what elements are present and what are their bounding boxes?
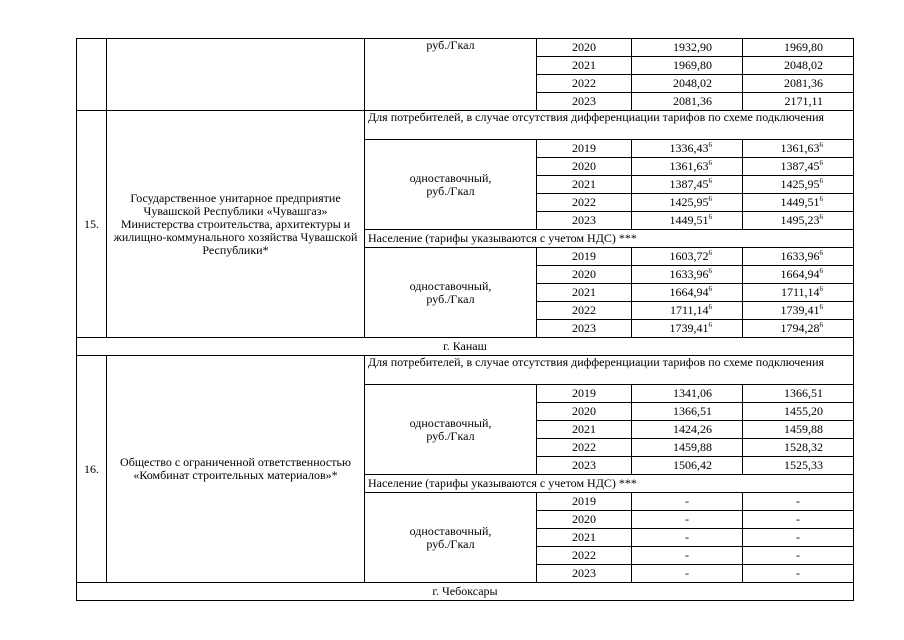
year-cell — [537, 57, 632, 75]
year-cell — [537, 511, 632, 529]
cell-value: 2020 — [572, 512, 596, 526]
year-cell — [537, 439, 632, 457]
footnote-marker: 6 — [819, 213, 823, 221]
year-cell — [537, 403, 632, 421]
cell-value: 1495,23 — [780, 213, 820, 227]
tariff-value-cell — [632, 493, 743, 511]
tariff-value-cell — [632, 320, 743, 338]
footnote-marker: 6 — [708, 303, 712, 311]
footnote-marker: 6 — [819, 177, 823, 185]
tariff-value-cell — [632, 93, 743, 111]
tariff-value-cell — [632, 302, 743, 320]
cell-value: 2019 — [572, 386, 596, 400]
footnote-marker: 6 — [708, 195, 712, 203]
cell-value: 2023 — [572, 213, 596, 227]
cell-value: 2022 — [572, 303, 596, 317]
tariff-value-cell — [743, 565, 854, 583]
cell-value: одноставочный, руб./Гкал — [409, 523, 492, 551]
cell-value: 16. — [84, 461, 99, 476]
cell-value: - — [685, 566, 689, 580]
cell-value: 1425,95 — [669, 195, 709, 209]
cell-value: 2022 — [572, 195, 596, 209]
city-name — [77, 583, 854, 601]
cell-value: 2019 — [572, 494, 596, 508]
consumers-header — [365, 356, 854, 385]
year-cell — [537, 385, 632, 403]
organization-cell — [107, 39, 365, 111]
cell-value: 1525,33 — [784, 458, 823, 472]
city-name — [77, 338, 854, 356]
organization-name — [107, 111, 365, 338]
tariff-value-cell — [743, 75, 854, 93]
tariff-type-cell — [365, 140, 537, 230]
footnote-marker: 6 — [819, 285, 823, 293]
cell-value: - — [796, 566, 800, 580]
footnote-marker: 6 — [708, 267, 712, 275]
cell-value: 1664,94 — [669, 285, 709, 299]
tariff-value-cell — [743, 547, 854, 565]
cell-value: Государственное унитарное предприятие Чувашской Республики «Чувашгаз» Министерства строительства, архитектуры и жилищно-коммунального хозяйства Чувашской Республики* — [113, 190, 358, 257]
cell-value: 2020 — [572, 404, 596, 418]
year-cell — [537, 266, 632, 284]
tariff-value-cell — [743, 511, 854, 529]
cell-value: 1449,51 — [780, 195, 820, 209]
cell-value: 1387,45 — [669, 177, 709, 191]
footnote-marker: 6 — [819, 249, 823, 257]
cell-value: 1459,88 — [673, 440, 712, 454]
cell-value: - — [685, 512, 689, 526]
tariff-unit-cell — [365, 39, 537, 111]
cell-value: 1455,20 — [784, 404, 823, 418]
cell-value: 1664,94 — [780, 267, 820, 281]
cell-value: - — [685, 530, 689, 544]
tariff-value-cell — [743, 39, 854, 57]
year-cell — [537, 320, 632, 338]
cell-value: 2020 — [572, 267, 596, 281]
cell-value: 1361,63 — [780, 141, 820, 155]
tariff-value-cell — [743, 403, 854, 421]
cell-value: 1739,41 — [669, 321, 709, 335]
tariff-table — [76, 38, 854, 601]
tariff-value-cell — [632, 284, 743, 302]
cell-value: одноставочный, руб./Гкал — [409, 170, 492, 198]
cell-value: одноставочный, руб./Гкал — [409, 278, 492, 306]
cell-value: 1739,41 — [780, 303, 820, 317]
cell-value: 1711,14 — [780, 285, 820, 299]
table-row — [77, 39, 854, 57]
footnote-marker: 6 — [708, 321, 712, 329]
tariff-value-cell — [743, 284, 854, 302]
footnote-marker: 6 — [819, 159, 823, 167]
footnote-marker: 6 — [819, 303, 823, 311]
year-cell — [537, 158, 632, 176]
year-cell — [537, 194, 632, 212]
tariff-value-cell — [743, 320, 854, 338]
tariff-value-cell — [743, 248, 854, 266]
tariff-value-cell — [743, 212, 854, 230]
cell-value: 1969,80 — [784, 40, 823, 54]
tariff-value-cell — [632, 140, 743, 158]
tariff-value-cell — [632, 547, 743, 565]
cell-value: 1424,26 — [673, 422, 712, 436]
cell-value: 2022 — [572, 440, 596, 454]
year-cell — [537, 39, 632, 57]
cell-value: - — [685, 548, 689, 562]
year-cell — [537, 75, 632, 93]
year-cell — [537, 565, 632, 583]
cell-value: 2022 — [572, 548, 596, 562]
cell-value: 2020 — [572, 159, 596, 173]
organization-name — [107, 356, 365, 583]
footnote-marker: 6 — [819, 321, 823, 329]
footnote-marker: 6 — [708, 249, 712, 257]
cell-value: 1528,32 — [784, 440, 823, 454]
cell-value: 1711,14 — [669, 303, 709, 317]
tariff-value-cell — [632, 421, 743, 439]
population-header — [365, 475, 854, 493]
entry-number — [77, 356, 107, 583]
tariff-value-cell — [632, 194, 743, 212]
cell-value: 1633,96 — [780, 249, 820, 263]
cell-value: 1932,90 — [673, 40, 712, 54]
tariff-value-cell — [743, 439, 854, 457]
cell-value: 2022 — [572, 76, 596, 90]
cell-value: 2048,02 — [784, 58, 823, 72]
cell-value: Население (тарифы указываются с учетом НДС) *** — [368, 476, 637, 490]
cell-value: г. Канаш — [443, 339, 487, 353]
tariff-value-cell — [743, 140, 854, 158]
tariff-table-body — [77, 39, 854, 601]
year-cell — [537, 176, 632, 194]
year-cell — [537, 529, 632, 547]
cell-value: 1387,45 — [780, 159, 820, 173]
cell-value: 1425,95 — [780, 177, 820, 191]
cell-value: 1794,28 — [780, 321, 820, 335]
footnote-marker: 6 — [708, 141, 712, 149]
cell-value: 1341,06 — [673, 386, 712, 400]
cell-value: 15. — [84, 216, 99, 231]
tariff-value-cell — [632, 158, 743, 176]
cell-value: - — [796, 548, 800, 562]
tariff-value-cell — [632, 75, 743, 93]
footnote-marker: 6 — [819, 141, 823, 149]
cell-value: 1633,96 — [669, 267, 709, 281]
cell-value: 1366,51 — [784, 386, 823, 400]
tariff-type-cell — [365, 248, 537, 338]
tariff-value-cell — [632, 266, 743, 284]
tariff-value-cell — [632, 529, 743, 547]
cell-value: 1969,80 — [673, 58, 712, 72]
entry-number — [77, 111, 107, 338]
cell-value: 2021 — [572, 177, 596, 191]
cell-value: 2023 — [572, 321, 596, 335]
cell-value: - — [685, 494, 689, 508]
cell-value: - — [796, 512, 800, 526]
tariff-value-cell — [632, 403, 743, 421]
year-cell — [537, 302, 632, 320]
tariff-value-cell — [632, 39, 743, 57]
cell-value: 2019 — [572, 141, 596, 155]
cell-value: 1336,43 — [669, 141, 709, 155]
year-cell — [537, 284, 632, 302]
tariff-value-cell — [632, 176, 743, 194]
tariff-value-cell — [743, 158, 854, 176]
cell-value: 2023 — [572, 458, 596, 472]
year-cell — [537, 93, 632, 111]
cell-value: 1603,72 — [669, 249, 709, 263]
cell-value: - — [796, 494, 800, 508]
cell-value: Население (тарифы указываются с учетом НДС) *** — [368, 231, 637, 245]
cell-value: 1506,42 — [673, 458, 712, 472]
tariff-value-cell — [743, 57, 854, 75]
footnote-marker: 6 — [819, 195, 823, 203]
tariff-value-cell — [632, 212, 743, 230]
cell-value: 2021 — [572, 530, 596, 544]
footnote-marker: 6 — [819, 267, 823, 275]
cell-value: 2021 — [572, 58, 596, 72]
year-cell — [537, 547, 632, 565]
year-cell — [537, 493, 632, 511]
population-header — [365, 230, 854, 248]
cell-value: 1449,51 — [669, 213, 709, 227]
footnote-marker: 6 — [708, 177, 712, 185]
cell-value: 2021 — [572, 285, 596, 299]
year-cell — [537, 248, 632, 266]
tariff-value-cell — [743, 176, 854, 194]
footnote-marker: 6 — [708, 285, 712, 293]
tariff-type-cell — [365, 385, 537, 475]
year-cell — [537, 457, 632, 475]
tariff-value-cell — [632, 565, 743, 583]
year-cell — [537, 212, 632, 230]
cell-value: 2019 — [572, 249, 596, 263]
tariff-value-cell — [743, 194, 854, 212]
tariff-value-cell — [632, 511, 743, 529]
tariff-value-cell — [632, 248, 743, 266]
tariff-value-cell — [632, 385, 743, 403]
tariff-value-cell — [743, 266, 854, 284]
cell-value: 2081,36 — [784, 76, 823, 90]
tariff-value-cell — [632, 439, 743, 457]
cell-value: Общество с ограниченной ответственностью «Комбинат строительных материалов»* — [120, 455, 351, 482]
tariff-value-cell — [632, 57, 743, 75]
tariff-value-cell — [743, 385, 854, 403]
cell-value: 2171,11 — [784, 94, 823, 108]
section-header-row — [77, 356, 854, 385]
year-cell — [537, 140, 632, 158]
consumers-header — [365, 111, 854, 140]
cell-value: 1361,63 — [669, 159, 709, 173]
cell-value: 2081,36 — [673, 94, 712, 108]
cell-value: Для потребителей, в случае отсутствия дифференциации тарифов по схеме подключения — [368, 110, 825, 124]
cell-value: 1366,51 — [673, 404, 712, 418]
section-header-row — [77, 111, 854, 140]
tariff-value-cell — [743, 529, 854, 547]
cell-value: г. Чебоксары — [432, 584, 498, 598]
tariff-value-cell — [743, 493, 854, 511]
cell-value: 2021 — [572, 422, 596, 436]
cell-value: 2023 — [572, 94, 596, 108]
cell-value: 2023 — [572, 566, 596, 580]
tariff-value-cell — [632, 457, 743, 475]
tariff-value-cell — [743, 93, 854, 111]
city-row — [77, 583, 854, 601]
footnote-marker: 6 — [708, 159, 712, 167]
cell-value: Для потребителей, в случае отсутствия дифференциации тарифов по схеме подключения — [368, 355, 825, 369]
tariff-value-cell — [743, 421, 854, 439]
cell-value: - — [796, 530, 800, 544]
cell-value: 1459,88 — [784, 422, 823, 436]
cell-value: 2020 — [572, 40, 596, 54]
tariff-type-cell — [365, 493, 537, 583]
number-cell — [77, 39, 107, 111]
year-cell — [537, 421, 632, 439]
tariff-value-cell — [743, 457, 854, 475]
cell-value: 2048,02 — [673, 76, 712, 90]
cell-value: руб./Гкал — [426, 38, 475, 52]
footnote-marker: 6 — [708, 213, 712, 221]
cell-value: одноставочный, руб./Гкал — [409, 415, 492, 443]
tariff-value-cell — [743, 302, 854, 320]
city-row — [77, 338, 854, 356]
